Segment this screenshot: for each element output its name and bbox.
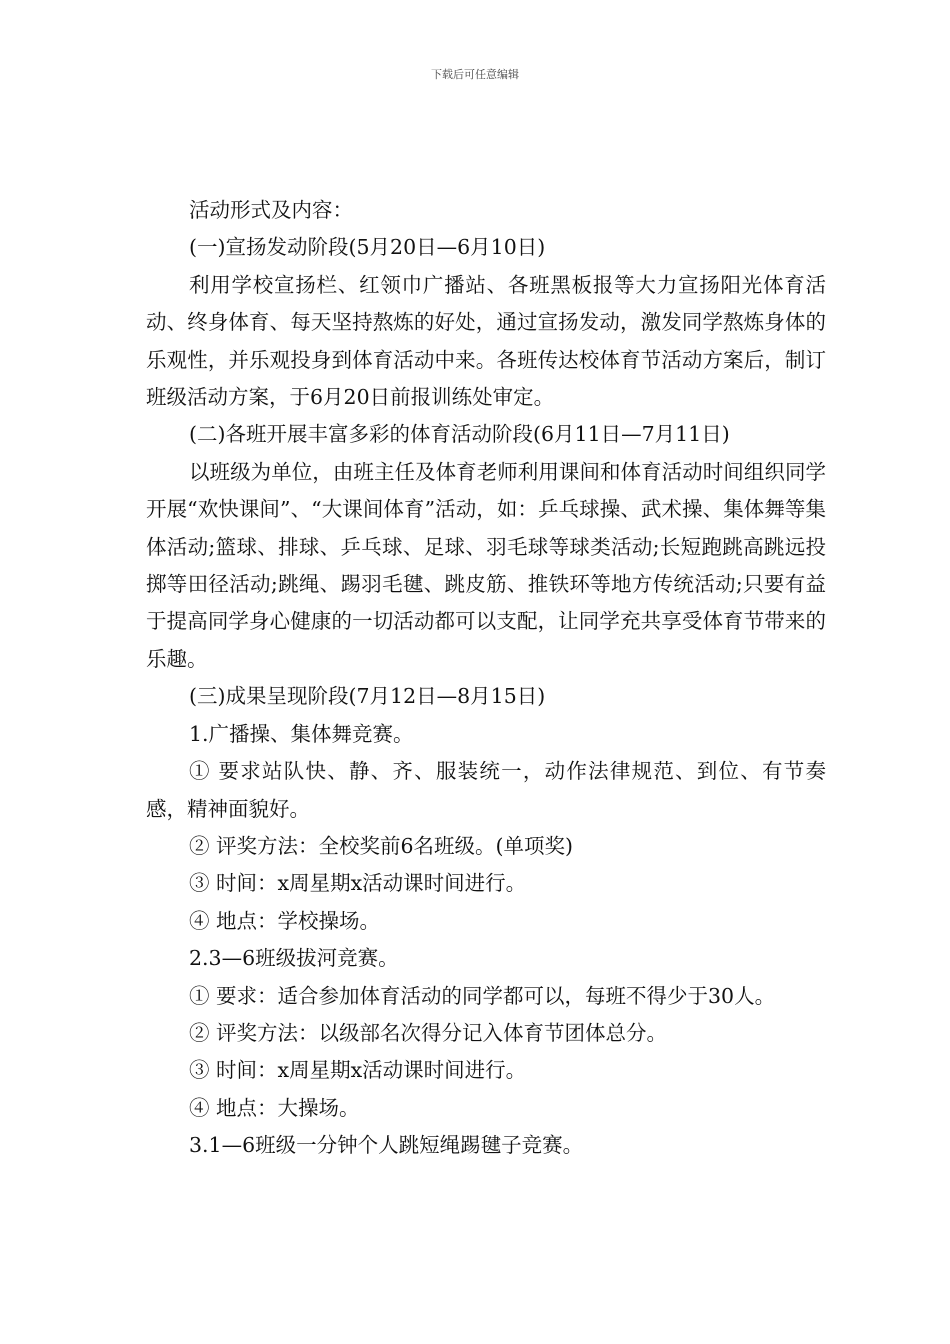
item-2-place: ④ 地点：大操场。: [189, 1095, 360, 1120]
item-1-time: ③ 时间：x周星期x活动课时间进行。: [189, 871, 527, 896]
item-2-award: ② 评奖方法：以级部名次得分记入体育节团体总分。: [189, 1020, 668, 1045]
item-3-title: 3.1—6班级一分钟个人跳短绳踢毽子竞赛。: [189, 1133, 584, 1158]
item-1-title: 1.广播操、集体舞竞赛。: [189, 721, 414, 746]
page-header: 下载后可任意编辑: [431, 68, 519, 81]
item-1-award: ② 评奖方法：全校奖前6名班级。(单项奖): [189, 833, 574, 858]
document-body: [146, 192, 826, 1165]
stage-one-heading: (一)宣扬发动阶段(5月20日—6月10日): [189, 235, 546, 260]
section-heading: 活动形式及内容：: [189, 198, 353, 222]
item-2-requirement: ① 要求：适合参加体育活动的同学都可以，每班不得少于30人。: [189, 983, 776, 1008]
stage-three-heading: (三)成果呈现阶段(7月12日—8月15日): [189, 684, 546, 709]
stage-one-paragraph: 利用学校宣扬栏、红领巾广播站、各班黑板报等大力宣扬阳光体育活动、终身体育、每天坚持熬炼的好处，通过宣扬发动，激发同学熬炼身体的乐观性，并乐观投身到体育活动中来。各班传达校体育节活动方案后，制订班级活动方案，于6月20日前报训练处审定。: [146, 272, 826, 410]
item-1-requirement: ① 要求站队快、静、齐、服装统一，动作法律规范、到位、有节奏感，精神面貌好。: [146, 759, 826, 821]
stage-two-heading: (二)各班开展丰富多彩的体育活动阶段(6月11日—7月11日): [189, 422, 730, 447]
item-2-time: ③ 时间：x周星期x活动课时间进行。: [189, 1058, 527, 1083]
stage-two-paragraph: 以班级为单位，由班主任及体育老师利用课间和体育活动时间组织同学开展“欢快课间”、“大课间体育”活动，如：乒乓球操、武术操、集体舞等集体活动;篮球、排球、乒乓球、足球、羽毛球等球类活动;长短跑跳高跳远投掷等田径活动;跳绳、踢羽毛毽、跳皮筋、推铁环等地方传统活动;只要有益于提高同学身心健康的一切活动都可以支配，让同学充共享受体育节带来的乐趣。: [146, 459, 826, 671]
item-1-place: ④ 地点：学校操场。: [189, 908, 381, 933]
item-2-title: 2.3—6班级拔河竞赛。: [189, 946, 399, 971]
